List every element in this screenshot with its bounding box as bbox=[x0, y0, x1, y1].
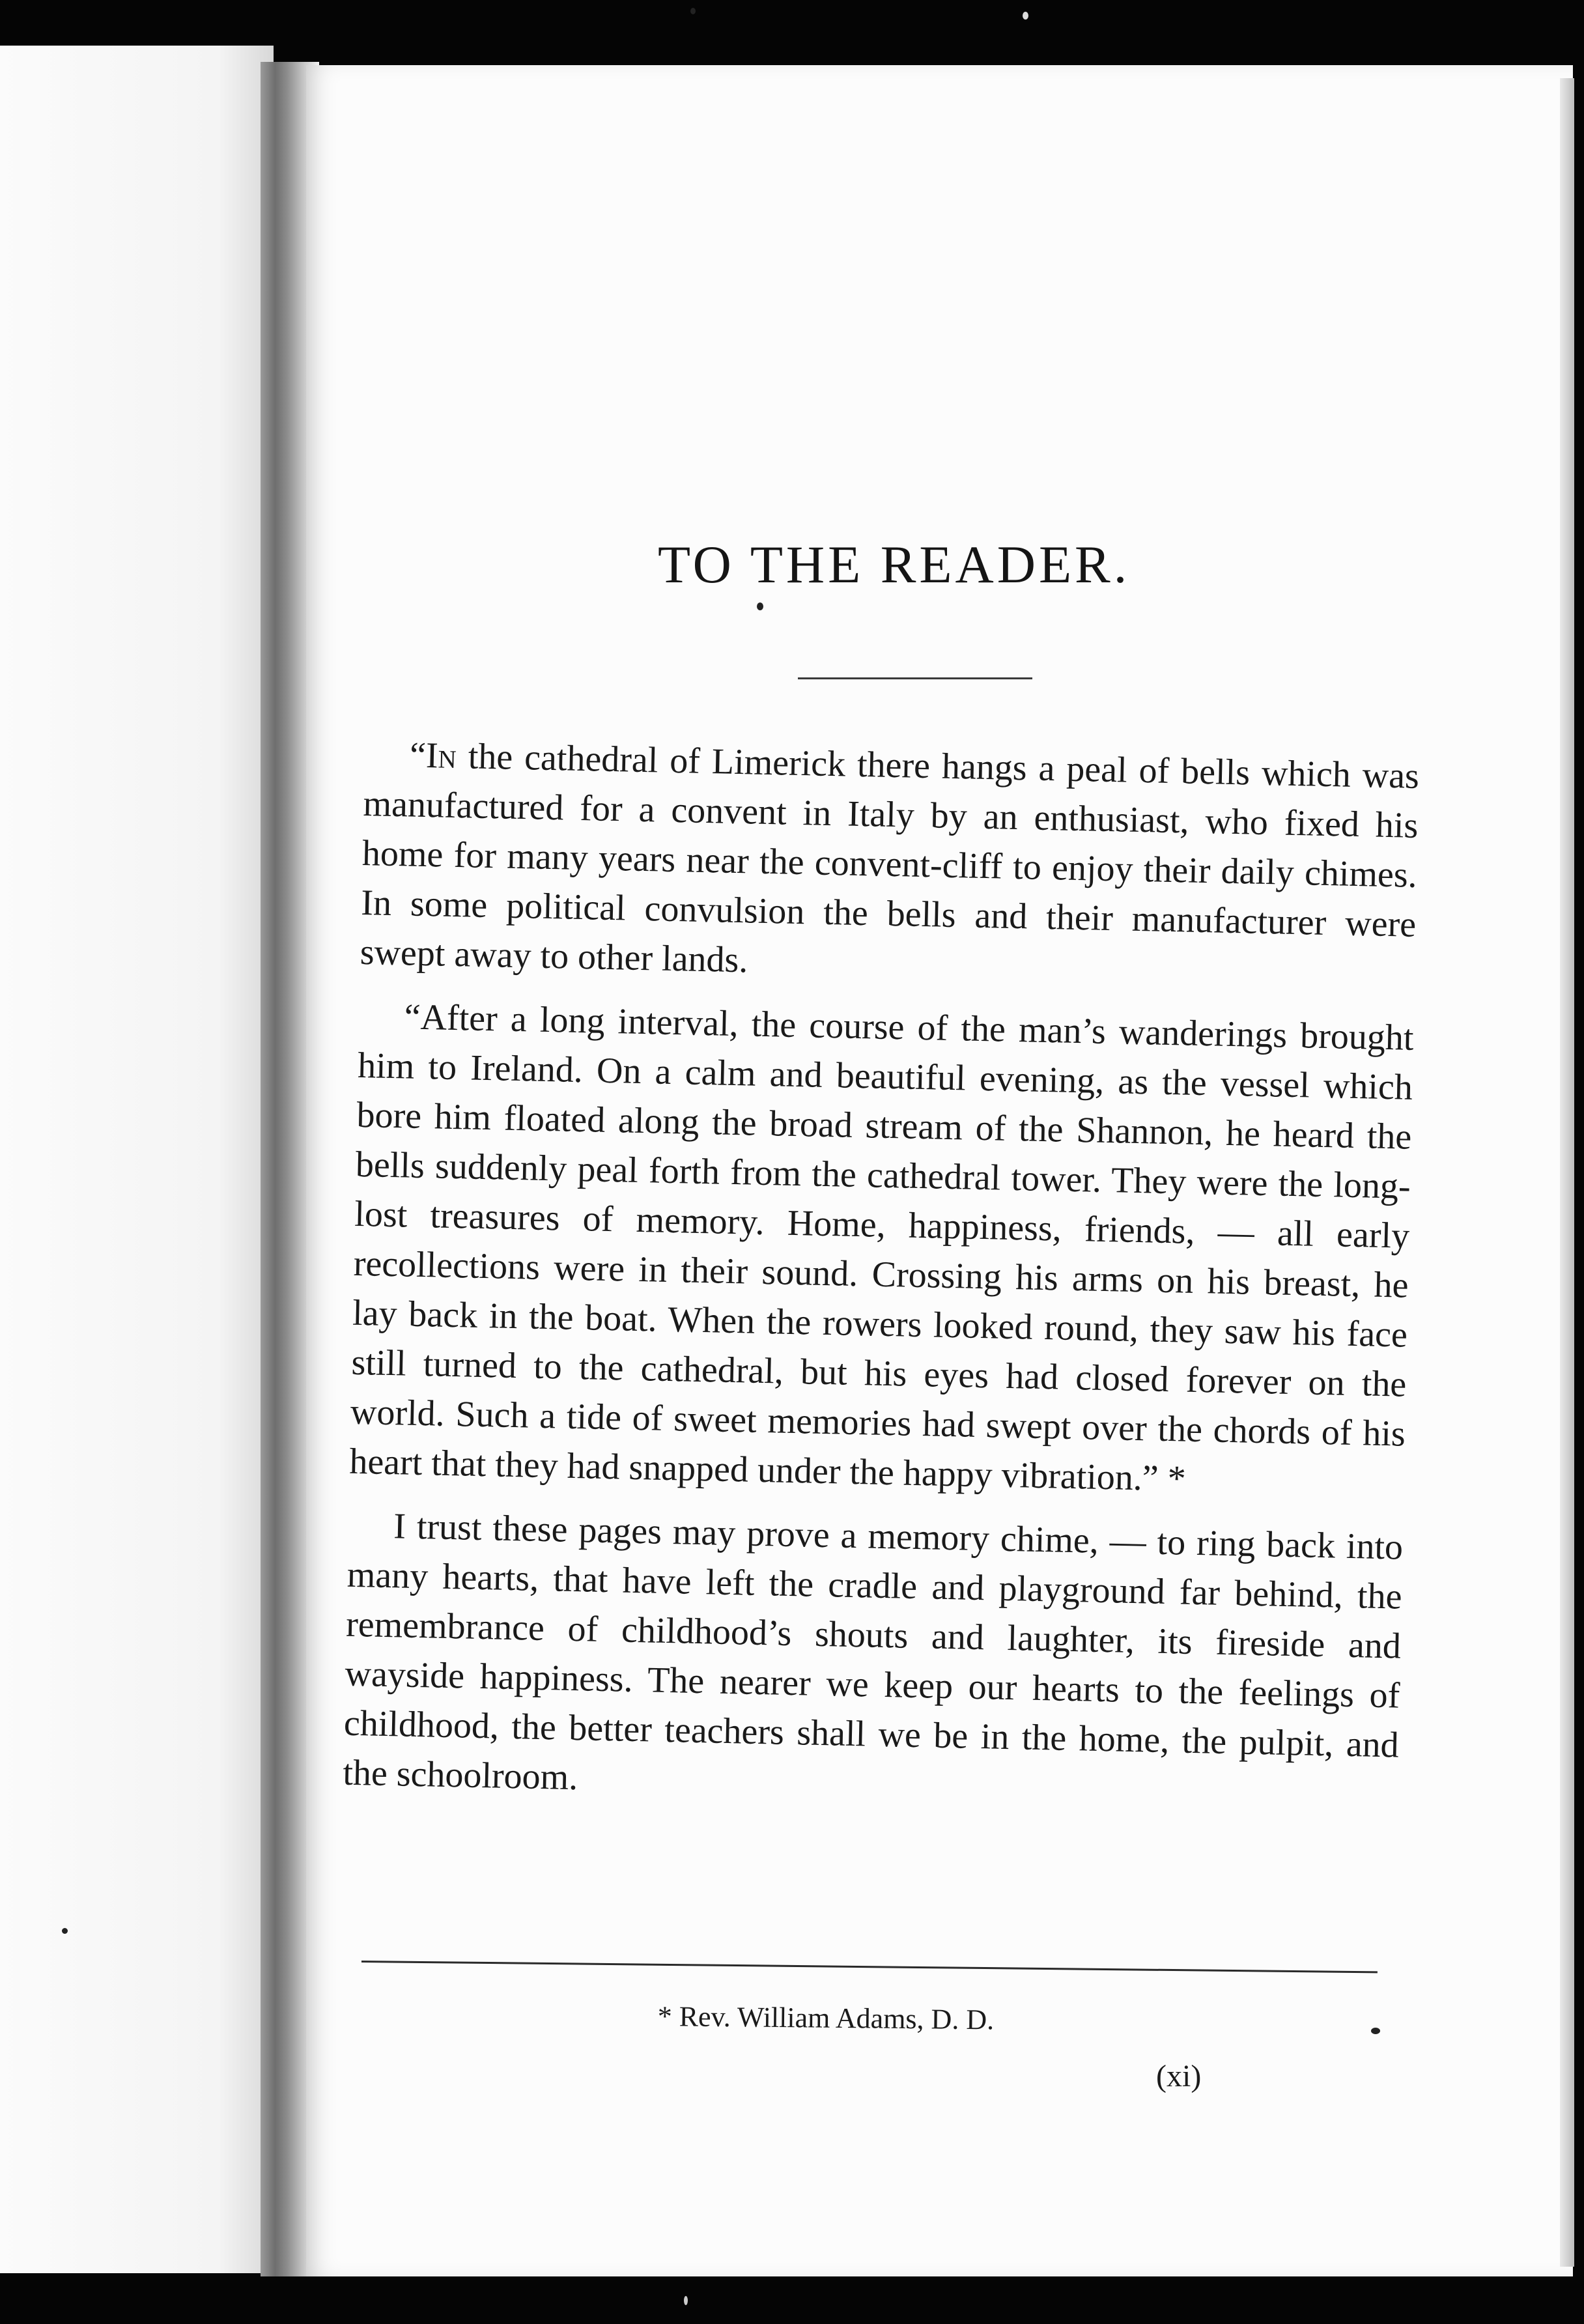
title-divider bbox=[798, 677, 1032, 679]
scan-speck bbox=[1371, 2028, 1380, 2034]
left-facing-page bbox=[0, 46, 274, 2273]
footnote-degree: D. D. bbox=[931, 2003, 995, 2036]
scan-speck bbox=[62, 1928, 68, 1934]
paragraph-1 bbox=[360, 730, 1420, 999]
body-text bbox=[342, 730, 1419, 1834]
scan-speck bbox=[1023, 12, 1028, 20]
paragraph-1-lead: “In bbox=[409, 735, 457, 776]
footnote-text: Rev. William Adams, bbox=[679, 2000, 924, 2035]
scan-speck bbox=[757, 602, 763, 610]
scan-speck bbox=[684, 2296, 688, 2305]
paragraph-2-text: “After a long interval, the course of the man’s wanderings brought him to Ireland. On a calm and beautiful evening, as the vessel which bore him floated along the broad stream of the Shannon, he heard the bells suddenly peal forth from the cathedral tower. They were the long-lost treasures of memory. Home, happiness, friends, — all early recollections were in their sound. Crossing his arms on his breast, he lay back in the boat. When the rowers looked round, they saw his face still turned to the cathedral, but his eyes had closed forever on the world. Such a tide of sweet memories had swept over the chords of his heart that they had snapped under the happy vibration.” * bbox=[348, 997, 1415, 1499]
scan-speck bbox=[690, 8, 696, 14]
page-edge bbox=[1560, 78, 1574, 2267]
page-number: (xi) bbox=[1156, 2059, 1202, 2093]
paragraph-3 bbox=[343, 1501, 1404, 1820]
paragraph-3-text: I trust these pages may prove a memory chime, — to ring back into many hearts, that have left the cradle and playground far behind, the remembrance of childhood’s shouts and laughter, its fireside and wayside happiness. The nearer we keep our hearts to the feelings of childhood, the better teachers shall we be in the home, the pulpit, and the schoolroom. bbox=[342, 1506, 1404, 1798]
page-title: TO THE READER. bbox=[658, 535, 1131, 594]
footnote bbox=[657, 2000, 994, 2036]
footnote-marker: * bbox=[657, 2000, 672, 2033]
paragraph-2 bbox=[349, 991, 1415, 1509]
paragraph-1-text: the cathedral of Limerick there hangs a peal of bells which was manufactured for a convent in Italy by an enthusiast, who fixed his home for many years near the convent-cliff to enjoy their daily chimes. In some political convulsion the bells and their manufacturer were swept away to other lands. bbox=[360, 735, 1420, 981]
